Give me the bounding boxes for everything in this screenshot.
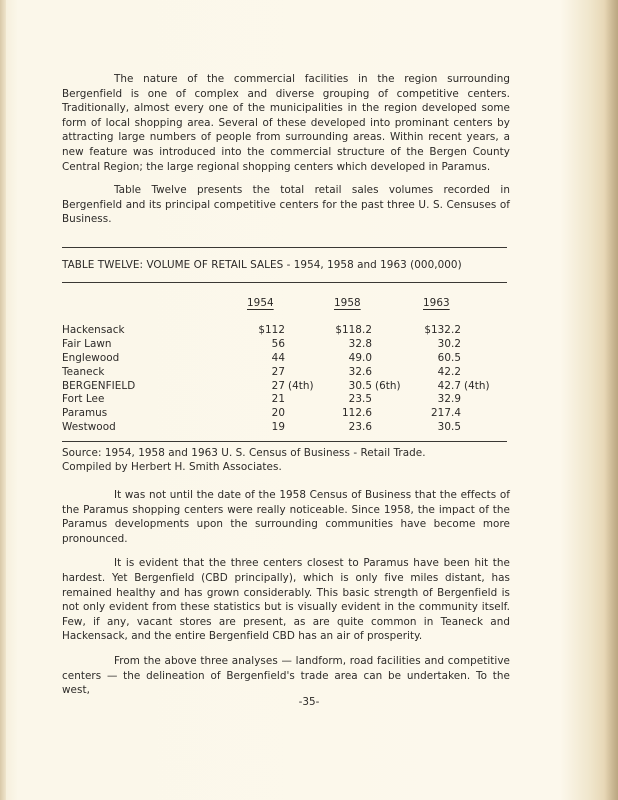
year-header-1963: 1963 [423,296,450,309]
table-row [62,324,507,338]
value-1958: 23.6 [348,420,372,433]
rank-label: (4th) [464,379,490,392]
table-source: Source: 1954, 1958 and 1963 U. S. Census of Business - Retail Trade. [62,446,426,459]
municipality-name: Fair Lawn [62,338,112,351]
value-1958: $118.2 [335,324,372,337]
value-1954: 20 [271,407,285,420]
rank-label: (4th) [288,379,314,392]
paragraph-1958-census: It was not until the date of the 1958 Census of Business that the effects of the Paramus shopping centers were really noticeable. Since 1958, the impact of the Paramus developments upon the surrounding communities have become more pronounced. [62,489,510,545]
value-1963: 42.2 [437,365,461,378]
table-row [62,366,507,380]
page-edge-shadow [604,0,618,800]
value-1958: 30.5 [348,379,372,392]
value-1954: 27 [271,379,285,392]
value-1963: $132.2 [424,324,461,337]
table-title: TABLE TWELVE: VOLUME OF RETAIL SALES - 1954, 1958 and 1963 (000,000) [62,258,462,271]
paragraph-trade-area: From the above three analyses — landform, road facilities and competitive centers — the delineation of Bergenfield's trade area can be undertaken. To the west, [62,655,510,697]
page-content [62,72,510,698]
municipality-name: BERGENFIELD [62,379,136,392]
value-1958: 49.0 [348,351,372,364]
value-1954: 44 [271,351,285,364]
page-number: -35- [298,696,320,708]
value-1963: 217.4 [431,407,461,420]
value-1963: 30.5 [437,420,461,433]
binding-shadow [0,0,6,800]
table-row [62,421,507,435]
paragraph-table-intro: Table Twelve presents the total retail sales volumes recorded in Bergenfield and its principal competitive centers for the past three U. S. Censuses of Business. [62,184,510,226]
value-1958: 32.8 [348,338,372,351]
value-1954: 56 [271,338,285,351]
rank-label: (6th) [375,379,401,392]
table-row [62,380,507,394]
value-1963: 32.9 [437,393,461,406]
value-1963: 30.2 [437,338,461,351]
municipality-name: Fort Lee [62,393,105,406]
value-1963: 60.5 [437,351,461,364]
table-row [62,352,507,366]
year-header-1958: 1958 [334,296,361,309]
paragraph-centers-hit: It is evident that the three centers closest to Paramus have been hit the hardest. Yet Bergenfield (CBD principally), which is only five miles distant, has remained healthy and has grown considerably. This basic strength of Bergenfield is not only evident from these statistics but is visually evident in the community itself. Few, if any, vacant stores are present, as are quite common in Teaneck and Hackensack, and the entire Bergenfield CBD has an air of prosperity. [62,557,510,643]
retail-sales-table [62,297,507,435]
table-row [62,393,507,407]
table-bottom-rule [62,441,507,442]
municipality-name: Hackensack [62,324,125,337]
year-header-1954: 1954 [247,296,274,309]
municipality-name: Paramus [62,407,108,420]
municipality-name: Englewood [62,351,120,364]
table-row [62,407,507,421]
value-1958: 112.6 [342,407,372,420]
value-1958: 32.6 [348,365,372,378]
value-1954: $112 [258,324,285,337]
table-compiled-by: Compiled by Herbert H. Smith Associates. [62,460,282,473]
table-row [62,338,507,352]
value-1954: 21 [271,393,285,406]
municipality-name: Westwood [62,420,116,433]
municipality-name: Teaneck [62,365,105,378]
value-1954: 19 [271,420,285,433]
table-header-row [62,297,507,325]
value-1963: 42.7 [437,379,461,392]
value-1958: 23.5 [348,393,372,406]
paragraph-intro: The nature of the commercial facilities in the region surrounding Bergenfield is one of complex and diverse grouping of competitive centers. Traditionally, almost every one of the municipalities in the region developed some form of local shopping area. Several of these developed into prominant centers by attracting large numbers of people from surrounding areas. Within recent years, a new feature was introduced into the commercial structure of the Bergen County Central Region; the large regional shopping centers which developed in Paramus. [62,73,510,173]
value-1954: 27 [271,365,285,378]
